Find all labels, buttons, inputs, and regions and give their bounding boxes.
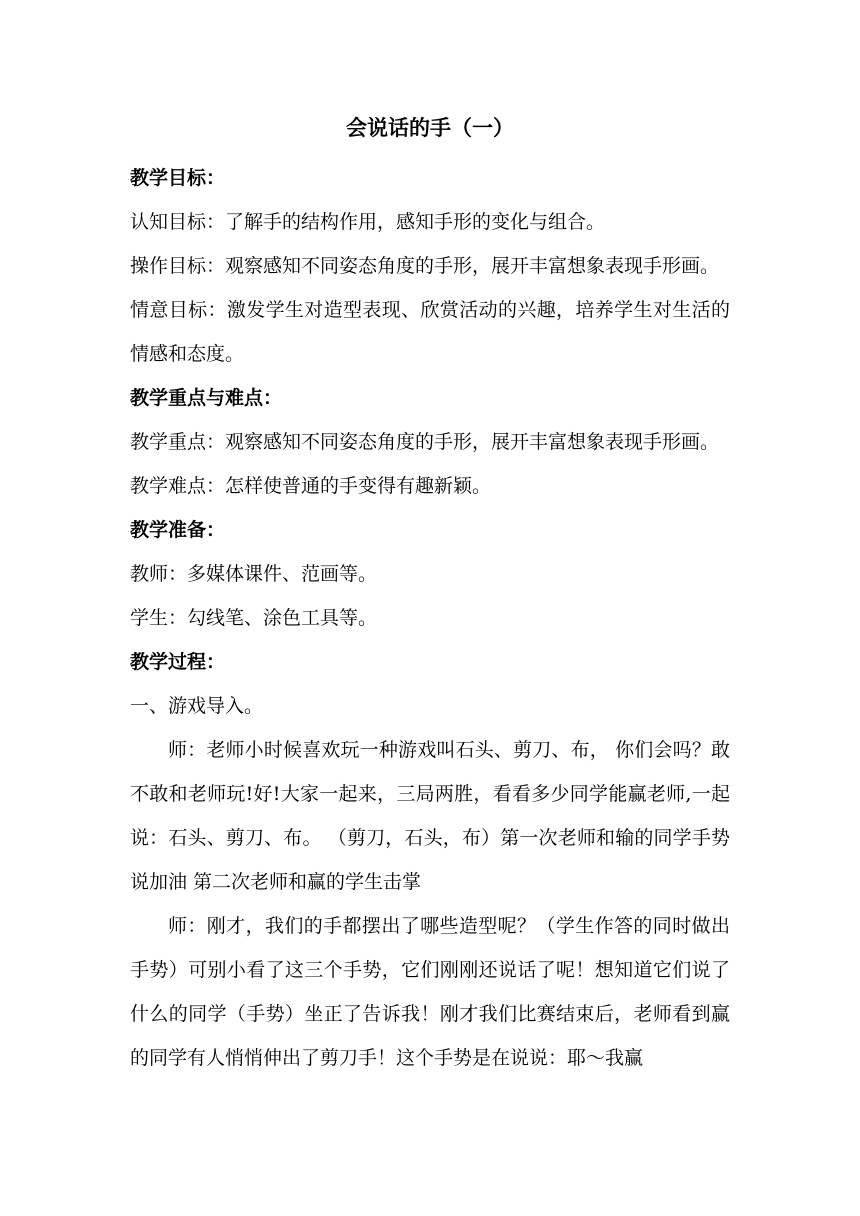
process-paragraph: 师：老师小时候喜欢玩一种游戏叫石头、剪刀、布， 你们会吗？敢不敢和老师玩!好!大家一起来，三局两胜，看看多少同学能赢老师,一起说：石头、剪刀、布。 （剪刀，石头，布）第一次老师和输的同学手势说加油 第二次老师和赢的学生击掌 — [130, 739, 730, 893]
process-heading: 教学过程： — [130, 651, 226, 673]
student-preparation: 学生：勾线笔、涂色工具等。 — [130, 607, 378, 629]
cognitive-objective: 认知目标：了解手的结构作用，感知手形的变化与组合。 — [130, 211, 606, 233]
operation-objective: 操作目标：观察感知不同姿态角度的手形，展开丰富想象表现手形画。 — [130, 255, 720, 277]
document-page — [130, 108, 730, 1080]
emotional-objective: 情意目标：激发学生对造型表现、欣赏活动的兴趣，培养学生对生活的情感和态度。 — [130, 299, 730, 365]
teaching-focus: 教学重点：观察感知不同姿态角度的手形，展开丰富想象表现手形画。 — [130, 431, 720, 453]
process-step-1: 一、游戏导入。 — [130, 695, 264, 717]
document-title: 会说话的手（一） — [346, 116, 514, 140]
process-paragraph: 师：刚才，我们的手都摆出了哪些造型呢？（学生作答的同时做出手势）可别小看了这三个手势，它们刚刚还说话了呢！想知道它们说了什么的同学（手势）坐正了告诉我！刚才我们比赛结束后，老师看到赢的同学有人悄悄伸出了剪刀手！这个手势是在说说：耶～我赢 — [130, 915, 730, 1069]
teacher-preparation: 教师：多媒体课件、范画等。 — [130, 563, 378, 585]
teaching-difficulty: 教学难点：怎样使普通的手变得有趣新颖。 — [130, 475, 492, 497]
key-points-heading: 教学重点与难点： — [130, 387, 283, 409]
preparation-heading: 教学准备： — [130, 519, 226, 541]
objectives-heading: 教学目标： — [130, 167, 226, 189]
